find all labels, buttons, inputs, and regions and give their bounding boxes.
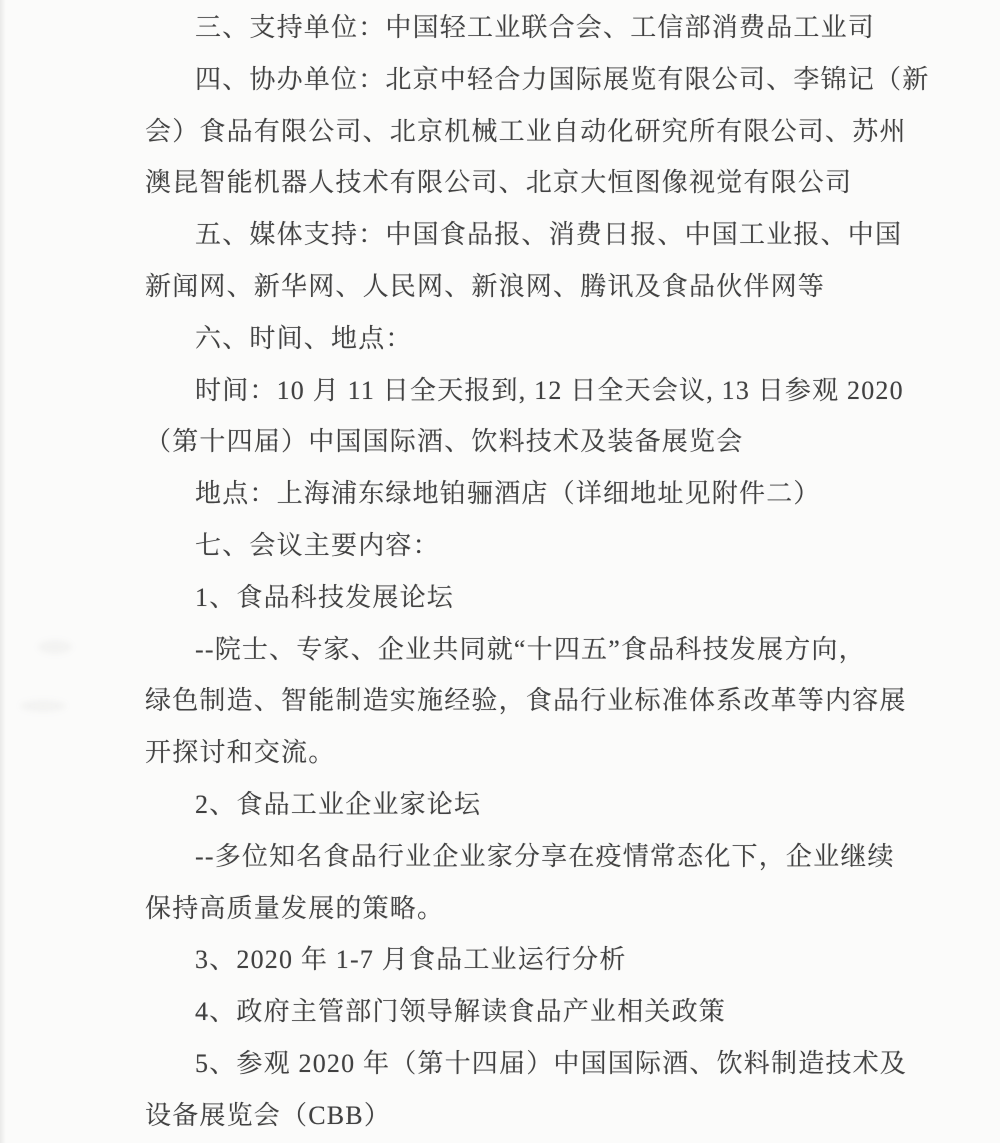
- document-line: 设备展览会（CBB）: [145, 1100, 392, 1130]
- document-line: 澳昆智能机器人技术有限公司、北京大恒图像视觉有限公司: [145, 168, 853, 198]
- document-line: --院士、专家、企业共同就“十四五”食品科技发展方向，: [195, 634, 866, 664]
- document-text-block: [145, 2, 930, 1142]
- document-line: --多位知名食品行业企业家分享在疫情常态化下，企业继续: [195, 841, 895, 871]
- document-line: 4、政府主管部门领导解读食品产业相关政策: [195, 997, 727, 1027]
- document-line: 地点：上海浦东绿地铂骊酒店（详细地址见附件二）: [195, 479, 821, 509]
- document-line: 六、时间、地点：: [195, 323, 413, 353]
- document-line: 5、参观 2020 年（第十四届）中国国际酒、饮料制造技术及: [195, 1048, 908, 1078]
- document-line: 2、食品工业企业家论坛: [195, 789, 482, 819]
- document-line: 五、媒体支持：中国食品报、消费日报、中国工业报、中国: [195, 220, 903, 250]
- document-line: 1、食品科技发展论坛: [195, 582, 455, 612]
- document-line: 七、会议主要内容：: [195, 530, 440, 560]
- document-line: 3、2020 年 1-7 月食品工业运行分析: [195, 945, 627, 975]
- document-line: 时间：10 月 11 日全天报到, 12 日全天会议, 13 日参观 2020: [195, 375, 904, 405]
- document-line: 绿色制造、智能制造实施经验，食品行业标准体系改革等内容展: [145, 686, 907, 716]
- scan-smudge: [20, 700, 66, 712]
- document-line: 新闻网、新华网、人民网、新浪网、腾讯及食品伙伴网等: [145, 271, 826, 301]
- document-line: 保持高质量发展的策略。: [145, 893, 445, 923]
- scan-smudge: [38, 640, 72, 654]
- document-line: （第十四届）中国国际酒、饮料技术及装备展览会: [145, 427, 744, 457]
- document-line: 四、协办单位：北京中轻合力国际展览有限公司、李锦记（新: [195, 64, 930, 94]
- document-line: 开探讨和交流。: [145, 738, 336, 768]
- document-line: 会）食品有限公司、北京机械工业自动化研究所有限公司、苏州: [145, 116, 907, 146]
- document-line: 三、支持单位：中国轻工业联合会、工信部消费品工业司: [195, 13, 876, 42]
